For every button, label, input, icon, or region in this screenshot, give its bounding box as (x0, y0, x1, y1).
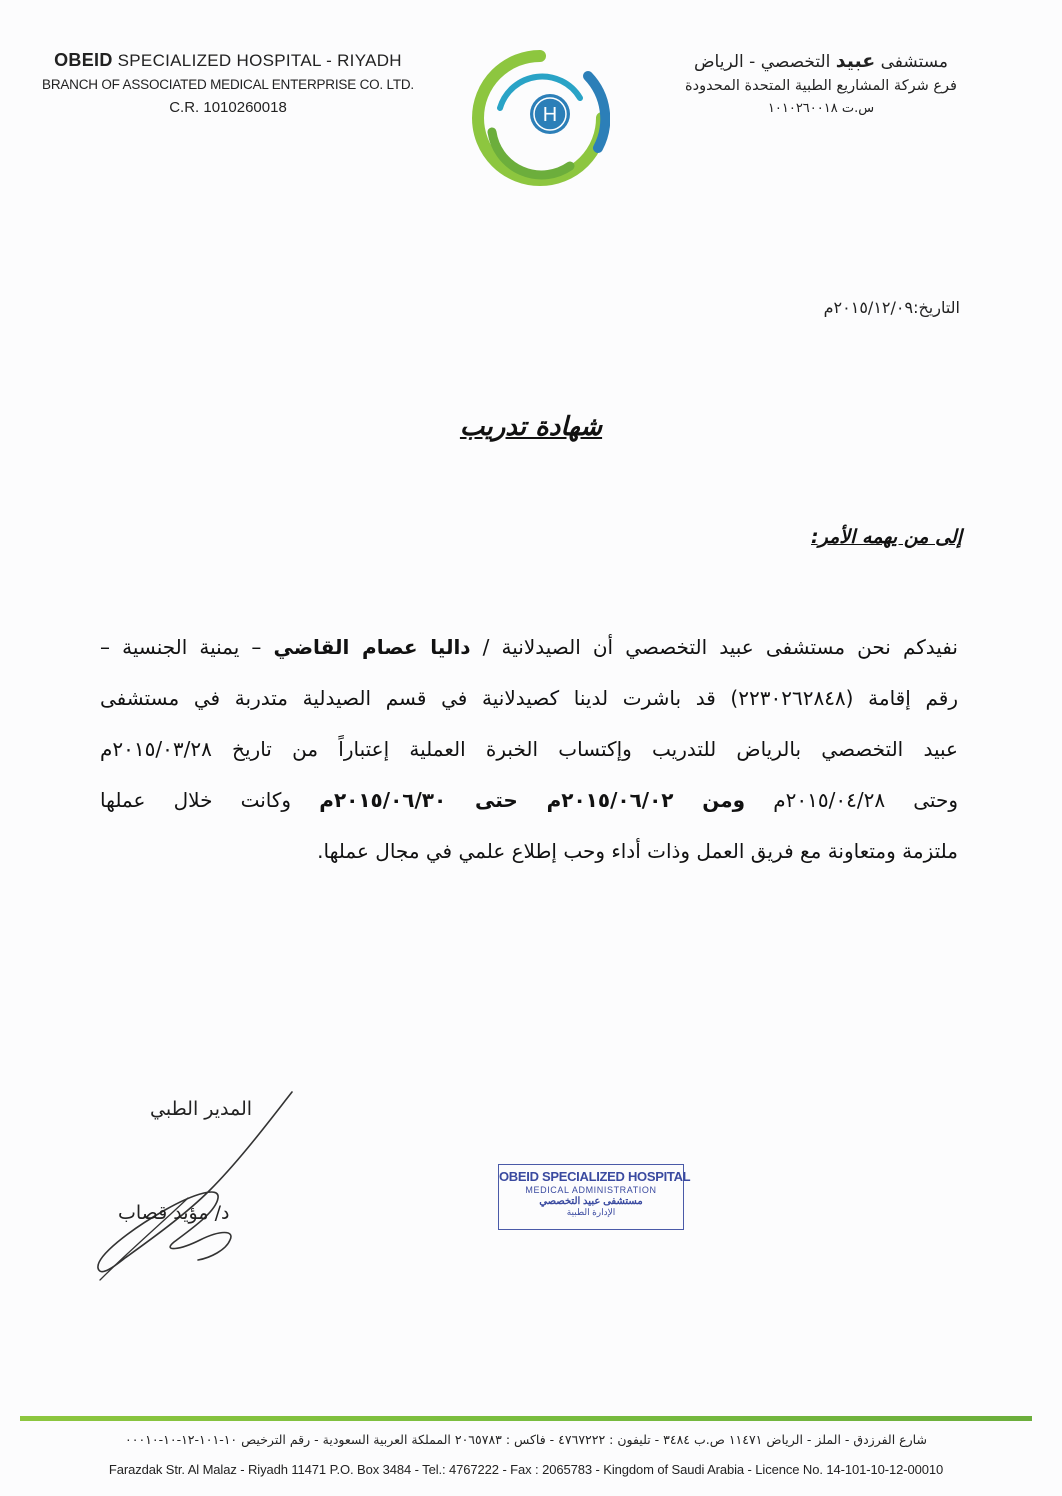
body-line-text: وكانت خلال عملها (100, 788, 320, 812)
cr-number-en: C.R. 1010260018 (169, 99, 287, 116)
certificate-title: شهادة تدريب (459, 412, 603, 442)
letter-date: التاريخ:٢٠١٥/١٢/٠٩م (823, 298, 960, 317)
footer-address-ar: شارع الفرزدق - الملز - الرياض ١١٤٧١ ص.ب ٣٤٨٤ - تليفون : ٤٧٦٧٢٢٢ - فاكس : ٢٠٦٥٧٨٣ المملكة العربية السعودية - رقم الترخيص ١٠-١٠١-١٢-١٠-٠٠٠١٠ (125, 1432, 927, 1447)
body-line (100, 673, 958, 724)
body-line-text: – يمنية الجنسية – (100, 635, 274, 659)
body-line (100, 724, 958, 775)
body-line (100, 622, 958, 673)
hospital-logo-icon (470, 48, 610, 188)
hospital-name-ar-pre: مستشفى (880, 52, 948, 72)
hospital-name-en (28, 50, 428, 71)
branch-ar: فرع شركة المشاريع الطبية المتحدة المحدودة (685, 78, 957, 94)
body-line-text: رقم إقامة (٢٢٣٠٢٦٢٨٤٨) قد باشرت لدينا كصيدلانية في قسم الصيدلية متدربة في مستشفى (100, 686, 958, 710)
cr-number-ar: س.ت ١٠١٠٢٦٠٠١٨ (767, 101, 875, 116)
body-line-text: ملتزمة ومتعاونة مع فريق العمل وذات أداء وحب إطلاع علمي في مجال عملها. (317, 839, 958, 863)
body-line-text: نفيدكم نحن مستشفى عبيد التخصصي أن الصيدلانية / (470, 635, 958, 659)
certificate-body (100, 622, 958, 877)
footer-divider (20, 1416, 1032, 1421)
body-line (100, 826, 958, 877)
header-english (28, 50, 428, 116)
body-line-text: وحتى ٢٠١٥/٠٤/٢٨م (745, 788, 958, 812)
header-arabic (616, 50, 1026, 116)
hospital-name-en-bold: OBEID (54, 50, 113, 70)
signatory-title: المدير الطبي (150, 1098, 253, 1120)
signatory-name: د/ مؤيد قصاب (118, 1202, 230, 1224)
branch-en: BRANCH OF ASSOCIATED MEDICAL ENTERPRISE CO. LTD. (42, 77, 414, 92)
body-line-text: عبيد التخصصي بالرياض للتدريب وإكتساب الخبرة العملية إعتباراً من تاريخ ٢٠١٥/٠٣/٢٨م (100, 737, 958, 761)
hospital-name-ar (616, 50, 1026, 72)
handwritten-signature-icon (70, 1080, 310, 1290)
hospital-name-ar-rest: التخصصي - الرياض (694, 52, 831, 72)
footer-address-en: Farazdak Str. Al Malaz - Riyadh 11471 P.O. Box 3484 - Tel.: 4767222 - Fax : 2065783 - Kingdom of Saudi Arabia - Licence No. 14-101-10-12-00010 (108, 1462, 944, 1477)
training-period-bold: ومن ٢٠١٥/٠٦/٠٢م حتى ٢٠١٥/٠٦/٣٠م (319, 788, 746, 812)
stamp-line: OBEID SPECIALIZED HOSPITAL (499, 1169, 691, 1184)
hospital-name-ar-bold: عبيد (835, 50, 876, 72)
salutation: إلى من يهمه الأمر: (811, 526, 962, 548)
logo-letter: H (542, 104, 558, 126)
body-line (100, 775, 958, 826)
hospital-name-en-rest: SPECIALIZED HOSPITAL - RIYADH (117, 51, 402, 70)
stamp-line: مستشفى عبيد التخصصي (539, 1196, 643, 1207)
stamp-line: الإدارة الطبية (566, 1207, 616, 1217)
stamp-line: MEDICAL ADMINISTRATION (525, 1185, 657, 1195)
trainee-name: داليا عصام القاضي (273, 635, 471, 659)
official-stamp (498, 1164, 691, 1230)
